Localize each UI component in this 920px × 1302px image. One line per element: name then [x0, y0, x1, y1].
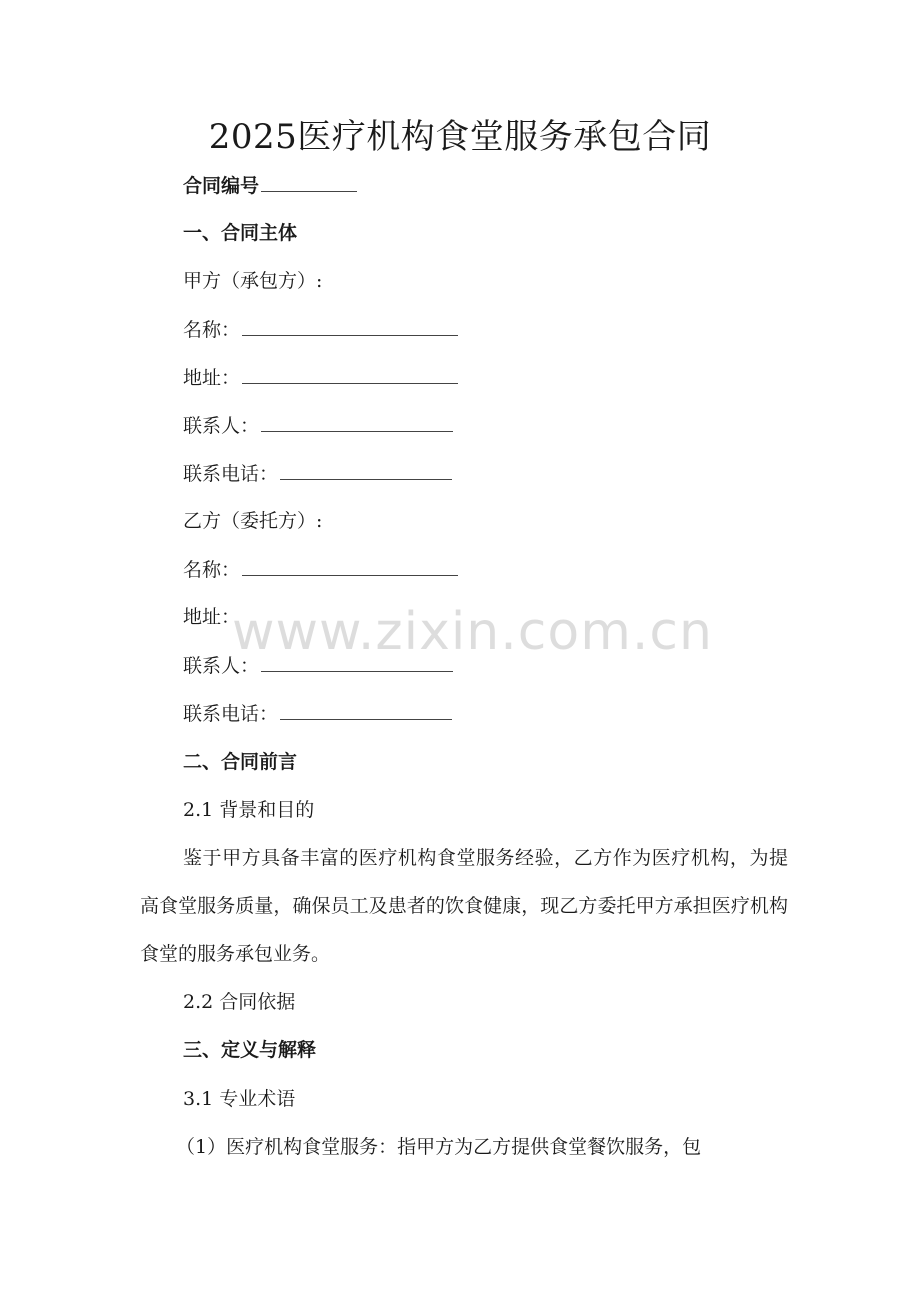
section3-sub1: 3.1 专业术语	[183, 1088, 296, 1110]
section2-sub2: 2.2 合同依据	[183, 991, 296, 1013]
party-b-name-label: 名称：	[183, 559, 241, 581]
party-b-phone-blank[interactable]	[280, 699, 452, 720]
section2-heading: 二、合同前言	[183, 751, 298, 773]
party-a-phone-line	[183, 459, 452, 488]
section2-paragraph: 鉴于甲方具备丰富的医疗机构食堂服务经验，乙方作为医疗机构，为提高食堂服务质量，确保员工及患者的饮食健康，现乙方委托甲方承担医疗机构食堂的服务承包业务。	[140, 847, 788, 965]
contract-number-line	[183, 171, 357, 200]
party-a-name-label: 名称：	[183, 319, 241, 341]
document-title: 2025医疗机构食堂服务承包合同	[208, 117, 712, 157]
party-a-name-line	[183, 315, 458, 344]
contract-number-blank[interactable]	[261, 171, 357, 192]
contract-number-label: 合同编号	[183, 175, 260, 197]
party-a-phone-label: 联系电话：	[183, 463, 279, 485]
party-b-phone-line	[183, 699, 452, 728]
party-a-address-blank[interactable]	[242, 363, 458, 384]
party-b-contact-label: 联系人：	[183, 655, 260, 677]
section1-heading: 一、合同主体	[183, 222, 298, 244]
party-a-name-blank[interactable]	[242, 315, 458, 336]
party-b-address-label: 地址：	[183, 606, 241, 628]
party-b-phone-label: 联系电话：	[183, 703, 279, 725]
party-a-label: 甲方（承包方）:	[183, 270, 323, 292]
party-b-label: 乙方（委托方）:	[183, 510, 323, 532]
section3-heading: 三、定义与解释	[183, 1039, 317, 1061]
party-a-contact-line	[183, 411, 453, 440]
party-a-address-line	[183, 363, 458, 392]
party-a-phone-blank[interactable]	[280, 459, 452, 480]
party-b-name-line	[183, 555, 458, 584]
party-a-contact-blank[interactable]	[261, 411, 453, 432]
party-b-name-blank[interactable]	[242, 555, 458, 576]
party-a-contact-label: 联系人：	[183, 415, 260, 437]
party-a-address-label: 地址：	[183, 367, 241, 389]
section3-item1: （1）医疗机构食堂服务：指甲方为乙方提供食堂餐饮服务，包	[176, 1136, 702, 1158]
section2-sub1: 2.1 背景和目的	[183, 799, 315, 821]
watermark-text: www.zixin.com.cn	[232, 602, 713, 662]
